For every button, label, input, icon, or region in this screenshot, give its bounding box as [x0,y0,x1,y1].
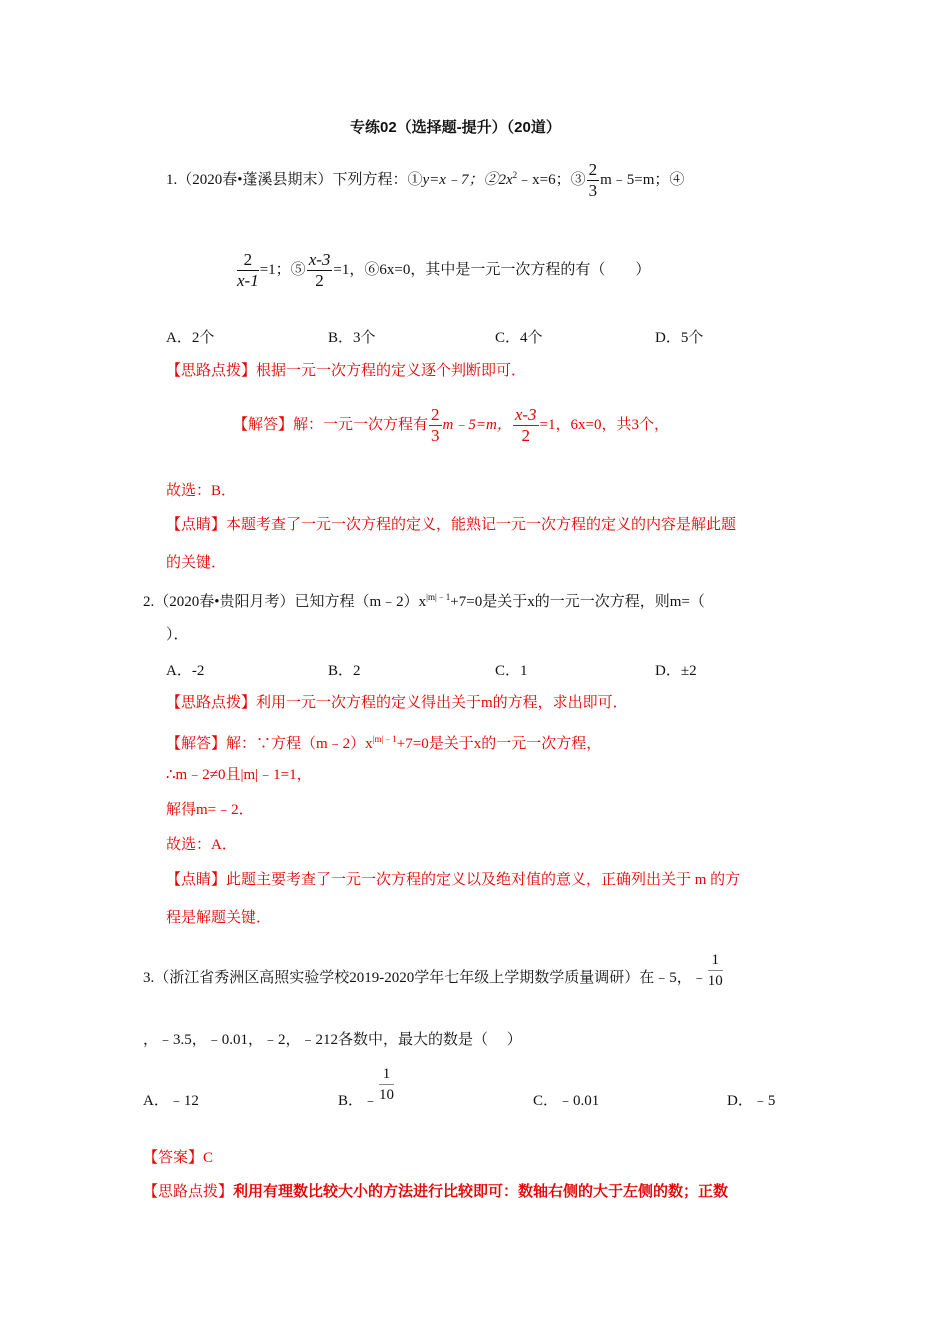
q3-option-d[interactable]: D．﹣5 [727,1093,776,1109]
fraction: $\frac{x-3}{2}$ [308,250,331,290]
q2-option-d[interactable]: D．±2 [655,663,697,679]
q3-stem-line2: ，﹣3.5，﹣0.01，﹣2，﹣212各数中，最大的数是（ ） [143,1032,522,1048]
q1-option-a[interactable]: A．2个 [166,330,215,346]
q2-option-a[interactable]: A．-2 [166,663,205,679]
q2-step2: 解得m=﹣2． [166,802,254,818]
q1-option-b[interactable]: B．3个 [328,330,376,346]
q3-hint: 【思路点拨】利用有理数比较大小的方法进行比较即可：数轴右侧的大于左侧的数；正数 [143,1183,729,1200]
q2-choice: 故选：A． [166,837,237,853]
q1-stem-line1: 1.（2020春•蓬溪县期末）下列方程：①y=x﹣7；$②2x^2﹣x=6$；③ $\frac{2}{3}$ m﹣5=m；④ [166,160,685,200]
page-title: 专练02（选择题-提升）（20道） [350,119,561,136]
q1-choice: 故选：B． [166,483,237,499]
q1-hint: 【思路点拨】根据一元一次方程的定义逐个判断即可． [166,363,527,379]
fraction: $\frac{2}{3}$ [588,160,598,200]
fraction: $\frac{1}{10}$ [379,1066,395,1103]
q3-answer: 【答案】C [143,1150,214,1166]
q2-comment-cont: 程是解题关键． [166,910,272,926]
q2-solution: 【解答】解：∵方程$(m﹣2)x^{|m|﹣1}+7=0$是关于x的一元一次方程， [166,734,602,752]
fraction: $\frac{1}{10}$ [707,952,723,989]
fraction: $\frac{x-3}{2}$ [514,405,537,445]
q1-solution: 【解答】解：一元一次方程有 $\frac{2}{3}$ m﹣5=m， $\frac{x-3}{2}$ =1，6x=0，共3个， [233,405,669,445]
q3-option-b[interactable]: B．﹣ $\frac{1}{10}$ [338,1066,395,1109]
q3-option-a[interactable]: A．﹣12 [143,1093,199,1109]
q2-step1: ∴m﹣2≠0且|m|﹣1=1， [166,767,312,783]
q2-option-b[interactable]: B．2 [328,663,361,679]
q1-comment: 【点睛】本题考查了一元一次方程的定义，能熟记一元一次方程的定义的内容是解此题 [166,517,737,533]
fraction: $\frac{2}{x-1}$ [237,250,259,290]
fraction: $\frac{2}{3}$ [431,405,440,445]
q3-stem-line1: 3.（浙江省秀洲区高照实验学校2019-2020学年七年级上学期数学质量调研）在﹣5，﹣ $\frac{1}{10}$ [143,952,723,989]
q2-comment: 【点睛】此题主要考查了一元一次方程的定义以及绝对值的意义，正确列出关于 m 的方 [166,872,741,888]
q2-hint: 【思路点拨】利用一元一次方程的定义得出关于m的方程，求出即可． [166,695,628,711]
q1-option-c[interactable]: C．4个 [495,330,543,346]
q2-stem-line1: 2.（2020春•贵阳月考）已知方程$(m﹣2)x^{|m|﹣1}+7=0$是关于x的一元一次方程，则m=（ [143,592,705,610]
q1-comment-cont: 的关键． [166,555,227,571]
q3-option-c[interactable]: C．﹣0.01 [533,1093,600,1109]
q1-option-d[interactable]: D．5个 [655,330,704,346]
q2-option-c[interactable]: C．1 [495,663,528,679]
q2-stem-line2: ）． [166,627,189,643]
q1-stem-line2: $\frac{2}{x-1}$ =1；⑤ $\frac{x-3}{2}$ =1，⑥6x=0，其中是一元一次方程的有（ ） [237,250,651,290]
